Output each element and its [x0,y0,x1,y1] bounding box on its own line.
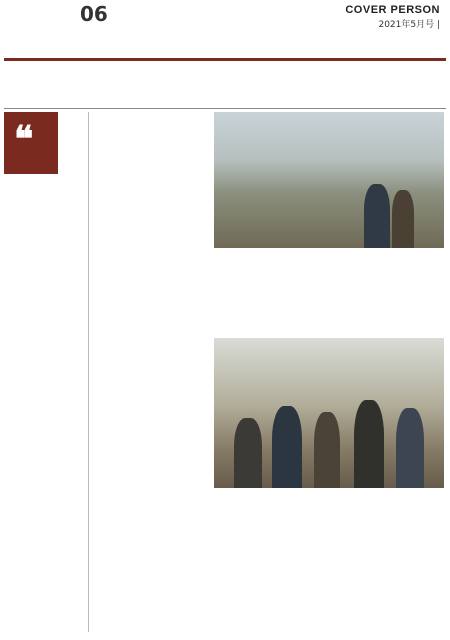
photo-caption [214,251,442,260]
section-subhead [92,242,208,253]
quote-mark-icon: ❝ [14,118,34,160]
photo-caption [214,490,442,499]
issue-date: 2021年5月号 | [378,20,440,30]
column-divider [88,112,89,632]
section-subhead [92,112,208,123]
newspaper-logo [6,4,78,24]
section-label: COVER PERSON [345,4,440,16]
page-number: 06 [80,2,108,26]
slogan-banner [190,30,440,56]
photo-mountain-wall [214,112,444,248]
headline-rule [4,108,446,109]
article-paragraph [214,514,330,618]
article-paragraph [92,374,208,624]
intro-text [6,180,86,370]
section-subhead [214,502,330,513]
article-paragraph [92,124,208,234]
masthead-rule [4,58,446,61]
section-subhead [92,362,208,373]
photo-villagers-group [214,338,444,488]
article-paragraph [92,254,208,354]
article-paragraph [332,514,448,618]
section-subhead [332,502,448,513]
page-title [46,70,426,102]
